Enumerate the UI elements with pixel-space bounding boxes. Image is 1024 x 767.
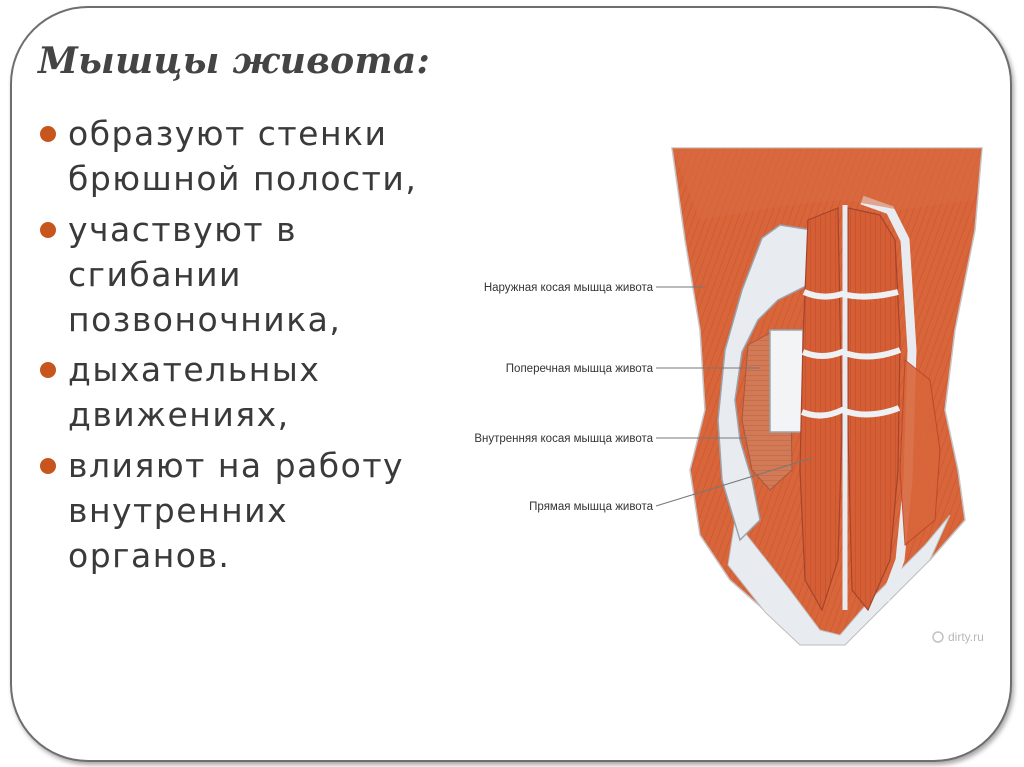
- slide-title: Мышцы живота:: [38, 40, 431, 82]
- label-rectus: Прямая мышца живота: [529, 501, 653, 513]
- bullet-item: [38, 444, 418, 579]
- bullet-dot-icon: [40, 222, 56, 238]
- watermark-text: dirty.ru: [948, 630, 984, 644]
- bullet-dot-icon: [40, 458, 56, 474]
- bullet-item: [38, 112, 418, 202]
- label-internal-oblique: Внутренняя косая мышца живота: [474, 433, 653, 445]
- bullet-dot-icon: [40, 126, 56, 142]
- bullet-dot-icon: [40, 362, 56, 378]
- bullet-text: участвуют в сгибании позвоночника,: [68, 209, 342, 339]
- bullet-text: влияют на работу внутренних органов.: [68, 446, 405, 575]
- cut-fascia-window: [770, 330, 803, 432]
- watermark: [933, 630, 984, 644]
- bullet-text: дыхательных движениях,: [68, 350, 321, 435]
- bullet-text: образуют стенки брюшной полости,: [68, 114, 418, 198]
- label-transverse: Поперечная мышца живота: [505, 363, 653, 375]
- abdominal-muscles-illustration: [380, 130, 1020, 660]
- bullet-list: [38, 112, 418, 585]
- left-rectus-muscle: [800, 208, 842, 610]
- bullet-item: [38, 208, 418, 343]
- bullet-item: [38, 348, 418, 438]
- watermark-logo-icon: [933, 632, 943, 642]
- label-external-oblique: Наружная косая мышца живота: [483, 282, 653, 294]
